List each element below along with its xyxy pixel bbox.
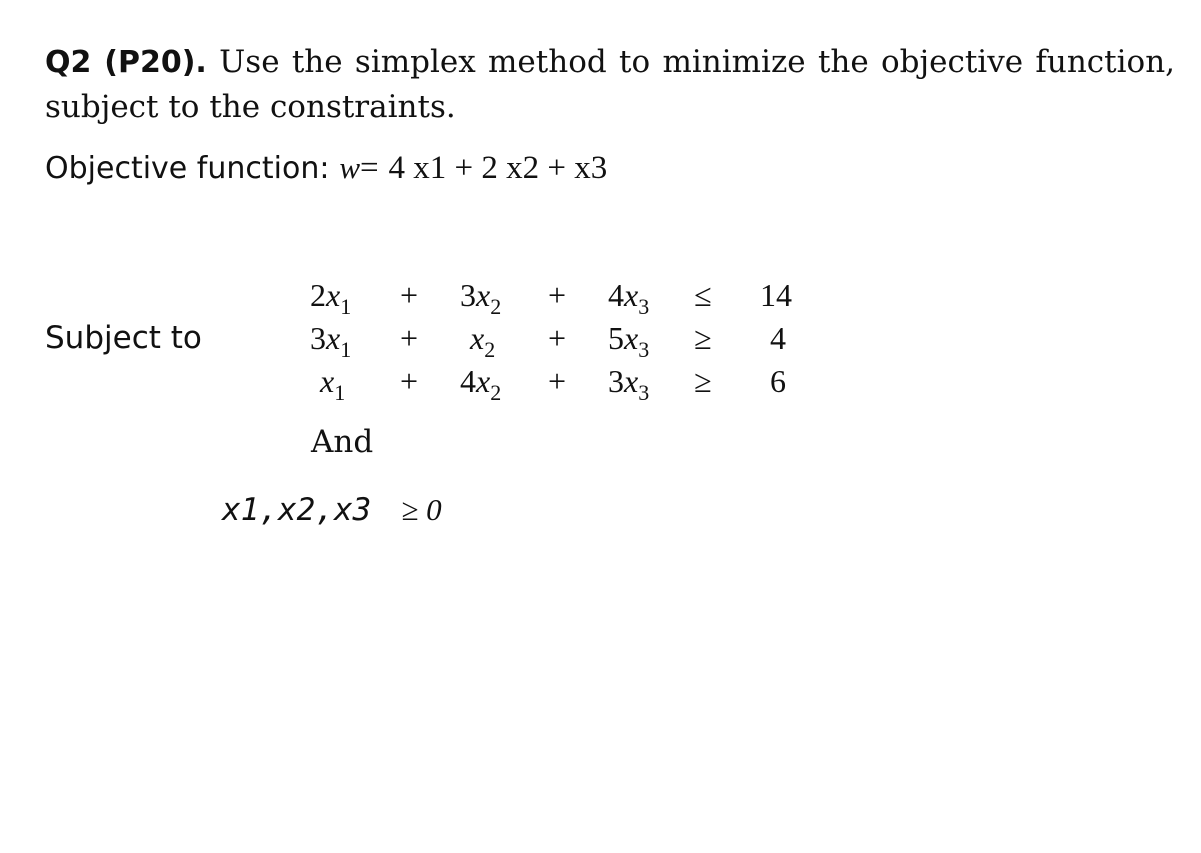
objective-label: Objective function: <box>45 151 330 186</box>
rhs-value: 14 <box>760 277 792 313</box>
plus-sign: + <box>400 363 419 399</box>
objective-variable: w <box>339 150 360 185</box>
plus-sign: + <box>548 277 567 313</box>
nonnegativity-relation: ≥ 0 <box>401 492 442 527</box>
nonnegativity-constraint <box>222 492 442 528</box>
term-x1: $x_1$ <box>320 363 346 405</box>
and-label: And <box>311 424 374 460</box>
objective-equals: = <box>360 150 379 186</box>
subject-to-label: Subject to <box>45 320 202 356</box>
relation-sign: ≤ <box>694 277 712 313</box>
term-x3: $5x_3$ <box>608 320 650 362</box>
plus-sign: + <box>548 363 567 399</box>
nonnegativity-variables: x1,x2,x3 <box>222 492 372 528</box>
term-x2: $3x_2$ <box>460 277 502 319</box>
term-x3: $4x_3$ <box>608 277 650 319</box>
question-label: Q2 (P20). <box>45 45 207 80</box>
relation-sign: ≥ <box>694 363 712 399</box>
objective-function <box>45 150 607 187</box>
relation-sign: ≥ <box>694 320 712 356</box>
question-body: Use the simplex method to minimize the objective function, subject to the constraints. <box>45 44 1176 125</box>
objective-expression: 4 x1 + 2 x2 + x3 <box>388 150 608 186</box>
plus-sign: + <box>400 320 419 356</box>
term-x2: $4x_2$ <box>460 363 502 405</box>
term-x1: $3x_1$ <box>310 320 352 362</box>
term-x2: $x_2$ <box>470 320 496 362</box>
rhs-value: 4 <box>770 320 786 356</box>
plus-sign: + <box>400 277 419 313</box>
term-x1: $2x_1$ <box>310 277 352 319</box>
question-text <box>45 40 1175 129</box>
plus-sign: + <box>548 320 567 356</box>
term-x3: $3x_3$ <box>608 363 650 405</box>
rhs-value: 6 <box>770 363 786 399</box>
